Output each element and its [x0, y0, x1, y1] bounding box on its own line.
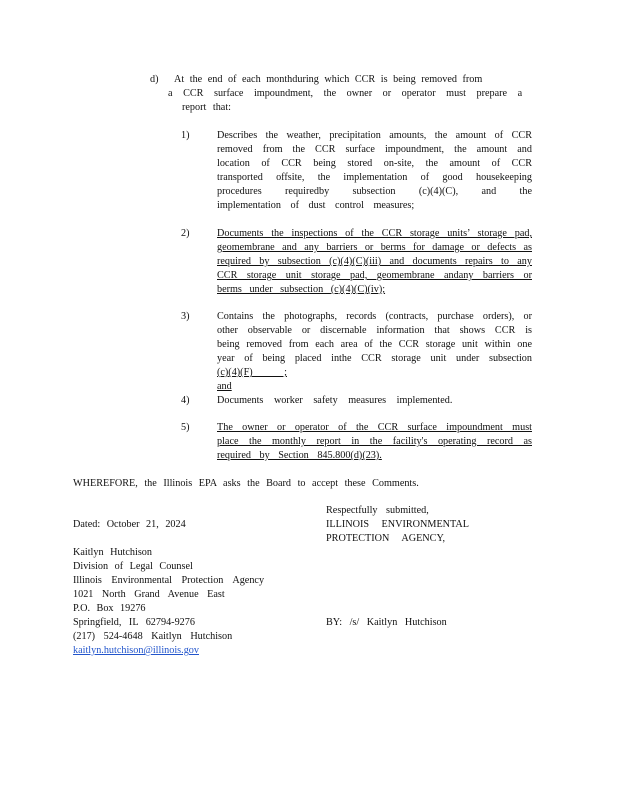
- agency-name-line: PROTECTION AGENCY,: [326, 533, 446, 544]
- sub-item-2-line: required by subsection (c)(4)(C)(iii) and documents repairs to any: [217, 256, 532, 267]
- sub-item-1-line: Describes the weather, precipitation amounts, the amount of CCR: [217, 130, 532, 141]
- sub-item-4-number: 4): [181, 395, 190, 406]
- item-d-line-3: report that:: [182, 102, 231, 113]
- sub-item-1-line: implementation of dust control measures;: [217, 200, 415, 211]
- sub-item-3-number: 3): [181, 311, 190, 322]
- contact-phone: (217) 524-4648 Kaitlyn Hutchison: [73, 631, 233, 642]
- sub-item-3-text: [217, 310, 532, 392]
- contact-email-link[interactable]: kaitlyn.hutchison@illinois.gov: [73, 645, 199, 656]
- item-d-marker: d): [150, 74, 159, 85]
- item-d-line-2: a CCR surface impoundment, the owner or operator must prepare a: [168, 88, 523, 99]
- sub-item-3-line: other observable or discernable information that shows CCR is: [217, 325, 532, 336]
- item-d-text: [168, 73, 523, 115]
- dated-line: Dated: October 21, 2024: [73, 519, 186, 530]
- sub-item-2-line: berms under subsection (c)(4)(C)(iv);: [217, 284, 386, 295]
- contact-street: 1021 North Grand Avenue East: [73, 589, 225, 600]
- respectfully-submitted: [326, 504, 469, 546]
- contact-agency: Illinois Environmental Protection Agency: [73, 575, 265, 586]
- sub-item-4-text: [217, 394, 452, 408]
- sub-item-5-text: [217, 421, 532, 463]
- contact-block: [73, 546, 264, 658]
- sub-item-3-line: being removed from each area of the CCR storage unit within one: [217, 339, 532, 350]
- sub-item-3-line: year of being placed inthe CCR storage unit under subsection: [217, 353, 532, 364]
- sub-item-1-number: 1): [181, 130, 190, 141]
- sub-item-2-line: geomembrane and any barriers or berms for damage or defects as: [217, 242, 532, 253]
- sub-item-2-text: [217, 227, 532, 297]
- contact-name: Kaitlyn Hutchison: [73, 547, 152, 558]
- agency-name-line: ILLINOIS ENVIRONMENTAL: [326, 519, 470, 530]
- sub-item-1-line: removed from the CCR surface impoundment, the amount and: [217, 144, 532, 155]
- sub-item-2-line: CCR storage unit storage pad, geomembrane andany barriers or: [217, 270, 532, 281]
- sub-item-5-line: required by Section 845.800(d)(23).: [217, 450, 382, 461]
- respectfully-line: Respectfully submitted,: [326, 505, 429, 516]
- sub-item-1-line: location of CCR being stored on-site, the amount of CCR: [217, 158, 532, 169]
- sub-item-1-line: procedures requiredby subsection (c)(4)(C), and the: [217, 186, 532, 197]
- signature-line: BY: /s/ Kaitlyn Hutchison: [326, 617, 447, 628]
- sub-item-1-text: [217, 129, 532, 213]
- contact-email-line: [73, 644, 264, 658]
- sub-item-5-line: place the monthly report in the facility's operating record as: [217, 436, 532, 447]
- sub-item-2-number: 2): [181, 228, 190, 239]
- contact-po-box: P.O. Box 19276: [73, 603, 146, 614]
- sub-item-1-line: transported offsite, the implementation of good housekeeping: [217, 172, 532, 183]
- sub-item-3-line: (c)(4)(F) ; and: [217, 367, 287, 392]
- contact-division: Division of Legal Counsel: [73, 561, 193, 572]
- sub-item-3-line: Contains the photographs, records (contracts, purchase orders), or: [217, 311, 532, 322]
- wherefore-clause: WHEREFORE, the Illinois EPA asks the Board to accept these Comments.: [73, 478, 419, 489]
- sub-item-5-number: 5): [181, 422, 190, 433]
- sub-item-2-line: Documents the inspections of the CCR storage units’ storage pad,: [217, 228, 532, 239]
- sub-item-5-line: The owner or operator of the CCR surface impoundment must: [217, 422, 532, 433]
- sub-item-4-line: Documents worker safety measures implemented.: [217, 395, 453, 406]
- item-d-line-1: At the end of each monthduring which CCR is being removed from: [174, 74, 483, 85]
- contact-city: Springfield, IL 62794-9276: [73, 617, 195, 628]
